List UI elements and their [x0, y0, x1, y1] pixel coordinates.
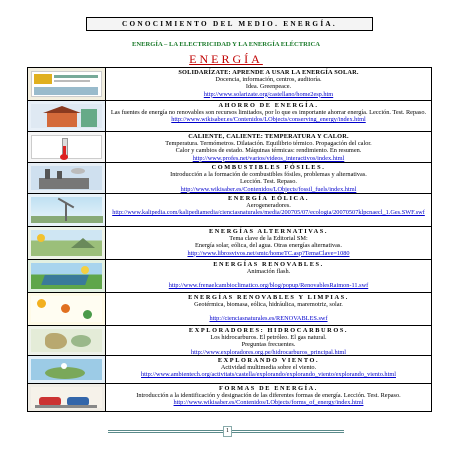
resource-link[interactable]: http://www.profes.net/varios/videos_interactivos/index.html	[192, 154, 345, 162]
landscape-thumbnail	[28, 227, 106, 259]
row-description: Temperatura. Termómetros. Dilatación. Equilibrio térmico. Propagación del calor.	[165, 140, 372, 148]
row-description: Introducción a la identificación y designación de las diferentes formas de energía. Lección. Test. Repaso.	[136, 392, 401, 400]
section-subtitle: ENERGÍA – LA ELECTRICIDAD Y LA ENERGÍA ELÉCTRICA	[131, 41, 321, 48]
row-content	[106, 293, 431, 325]
resource-link[interactable]: http://www.librosvivos.net/smtc/homeTC.asp?TemaClave=1080	[187, 249, 350, 257]
row-content	[106, 194, 431, 226]
row-title: AHORRO DE ENERGÍA.	[218, 102, 319, 109]
row-content	[106, 356, 431, 383]
row-title: ENERGÍAS ALTERNATIVAS.	[208, 228, 329, 235]
row-content	[106, 163, 431, 193]
row-title: FORMAS DE ENERGÍA.	[219, 385, 318, 392]
map-thumbnail	[28, 326, 106, 355]
row-description: Actividad multimedia sobre el viento.	[220, 364, 317, 372]
table-row	[28, 325, 431, 355]
row-description: Los hidrocarburos. El petróleo. El gas natural.	[210, 334, 327, 342]
row-title: COMBUSTIBLES FÓSILES.	[211, 164, 326, 171]
row-title: ENERGÍAS RENOVABLES.	[213, 261, 324, 268]
main-title: ENERGÍA	[189, 52, 263, 66]
row-description: Introducción a la formación de combustibles fósiles, problemas y alternativas.	[170, 171, 367, 179]
island-thumbnail	[28, 356, 106, 383]
car-crash-thumbnail	[28, 384, 106, 411]
sun-icons-thumbnail	[28, 293, 106, 325]
row-description: Energía solar, eólica, del agua. Otras energías alternativas.	[195, 242, 342, 250]
table-row	[28, 100, 431, 131]
table-row	[28, 355, 431, 383]
row-content	[106, 260, 431, 292]
resource-link[interactable]: http://cienciasnaturales.es/RENOVABLES.swf	[209, 315, 328, 323]
row-description: Las fuentes de energía no renovables son recursos limitados, por lo que es importante ahorrar energía. Lección. Test. Repaso.	[110, 109, 427, 117]
resource-table	[27, 67, 432, 412]
resource-link[interactable]: http://www.wikisaber.es/Contenidos/LObjects/forms_of_energy/index.html	[173, 399, 364, 407]
row-content	[106, 101, 431, 131]
thermometer-thumbnail	[28, 132, 106, 162]
resource-link[interactable]: http://www.solarizate.org/castellano/home2esp.htm	[203, 90, 334, 98]
resource-link[interactable]: http://www.wikisaber.es/Contenidos/LObjects/fossil_fuels/index.html	[180, 185, 357, 193]
row-description: Docencia, información, centros, auditoría.	[215, 76, 322, 84]
house-illustration-thumbnail	[28, 101, 106, 131]
row-description: Lección. Test. Repaso.	[240, 178, 297, 186]
row-description: Idea. Greenpeace.	[245, 83, 292, 91]
resource-link[interactable]: http://www.exploradores.org.pe/hidrocarburos_principal.html	[190, 348, 347, 355]
renewables-animation-thumbnail	[28, 260, 106, 292]
row-content	[106, 384, 431, 411]
row-description: Preguntas frecuentes.	[241, 341, 296, 349]
page-number: 1	[223, 426, 232, 437]
row-title: EXPLORANDO VIENTO.	[217, 357, 320, 364]
row-description: Tema clave de la Editorial SM:	[229, 235, 308, 243]
row-title: ENERGÍA EÓLICA.	[227, 195, 310, 202]
resource-link[interactable]: http://www.kalipedia.com/kalipediamedia/cienciasnaturales/media/200705/07/ecologia/20070507klpcnaecl_1.Ges.SWF.swf	[112, 209, 425, 217]
table-row	[28, 162, 431, 193]
row-content	[106, 132, 431, 162]
table-row	[28, 383, 431, 411]
page-header	[86, 17, 373, 31]
table-row	[28, 193, 431, 226]
row-content	[106, 326, 431, 355]
wind-turbine-thumbnail	[28, 194, 106, 226]
table-row	[28, 259, 431, 292]
row-title: EXPLORADORES: HIDROCARBUROS.	[188, 327, 349, 334]
row-content	[106, 227, 431, 259]
row-description: Animación flash.	[246, 268, 291, 276]
row-description: Calor y cambios de estado. Máquinas térmicas: rendimiento. En resumen.	[175, 147, 362, 155]
row-description: Geotérmica, biomasa, eólica, hidráulica, maremotriz, solar.	[194, 301, 343, 309]
row-title: SOLIDARÍZATE: APRENDE A USAR LA ENERGÍA SOLAR.	[178, 69, 359, 76]
row-description: Aerogeneradores.	[246, 202, 291, 210]
resource-link[interactable]: http://www.ambientech.org/activitats/castella/explorando/explorando_viento/explorando_viento.html	[141, 371, 396, 379]
factory-thumbnail	[28, 163, 106, 193]
resource-link[interactable]: http://www.frenaelcambioclimatico.org/blog/popup/RenovablesRaimon-11.swf	[168, 282, 369, 290]
table-row	[28, 226, 431, 259]
table-row	[28, 68, 431, 100]
row-content	[106, 68, 431, 100]
page-header-title: CONOCIMIENTO DEL MEDIO. ENERGÍA.	[121, 20, 338, 28]
row-title: ENERGÍAS RENOVABLES Y LIMPIAS.	[188, 294, 349, 301]
table-row	[28, 292, 431, 325]
resource-link[interactable]: http://www.wikisaber.es/Contenidos/LObjects/conserving_energy/index.html	[171, 116, 366, 124]
table-row	[28, 131, 431, 162]
row-title: CALIENTE, CALIENTE: TEMPERATURA Y CALOR.	[188, 133, 349, 140]
solar-website-thumbnail	[28, 68, 106, 100]
